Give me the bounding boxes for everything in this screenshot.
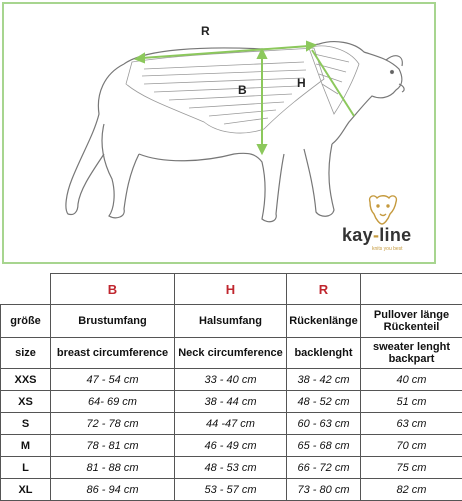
back-cell: 38 - 42 cm [287,369,361,391]
neck-cell: 46 - 49 cm [175,435,287,457]
size-cell: S [1,413,51,435]
back-cell: 73 - 80 cm [287,479,361,501]
english-header-row [1,338,462,369]
sweater-cell: 82 cm [361,479,462,501]
sweater-cell: 70 cm [361,435,462,457]
label-b: B [238,83,247,97]
sweater-cell: 40 cm [361,369,462,391]
back-cell: 65 - 68 cm [287,435,361,457]
measurement-letter-row [1,274,462,305]
size-cell: XL [1,479,51,501]
german-header-row [1,305,462,338]
table-row [1,457,462,479]
breast-cell: 86 - 94 cm [51,479,175,501]
back-cell: 66 - 72 cm [287,457,361,479]
table-row [1,413,462,435]
header-neck-en: Neck circumference [175,338,287,369]
table-row [1,479,462,501]
label-r: R [201,24,210,38]
header-neck-de: Halsumfang [175,305,287,338]
back-cell: 48 - 52 cm [287,391,361,413]
header-breast-en: breast circumference [51,338,175,369]
letter-r: R [287,274,361,305]
header-back-de: Rückenlänge [287,305,361,338]
breast-cell: 78 - 81 cm [51,435,175,457]
empty-corner-cell [1,274,51,305]
label-h: H [297,76,306,90]
sweater-cell: 75 cm [361,457,462,479]
breast-cell: 47 - 54 cm [51,369,175,391]
breast-cell: 64- 69 cm [51,391,175,413]
sweater-cell: 51 cm [361,391,462,413]
size-cell: M [1,435,51,457]
size-cell: XXS [1,369,51,391]
neck-cell: 48 - 53 cm [175,457,287,479]
header-back-en: backlenght [287,338,361,369]
header-sweater-de: Pullover länge Rückenteil [361,305,462,338]
table-row [1,391,462,413]
header-label-en: size [1,338,51,369]
sweater-cell: 63 cm [361,413,462,435]
letter-b: B [51,274,175,305]
dog-measurement-illustration [2,2,436,264]
header-sweater-en: sweater lenght backpart [361,338,462,369]
neck-cell: 33 - 40 cm [175,369,287,391]
size-cell: L [1,457,51,479]
breast-cell: 81 - 88 cm [51,457,175,479]
size-cell: XS [1,391,51,413]
neck-cell: 53 - 57 cm [175,479,287,501]
back-cell: 60 - 63 cm [287,413,361,435]
neck-cell: 44 -47 cm [175,413,287,435]
breast-cell: 72 - 78 cm [51,413,175,435]
brand-name: kay-line [342,225,411,246]
empty-letter-cell [361,274,462,305]
table-row [1,369,462,391]
header-label-de: größe [1,305,51,338]
header-breast-de: Brustumfang [51,305,175,338]
neck-cell: 38 - 44 cm [175,391,287,413]
table-row [1,435,462,457]
brand-tagline: knits you best [372,246,403,252]
size-chart-table [0,273,462,501]
letter-h: H [175,274,287,305]
dog-logo-icon [362,192,402,228]
